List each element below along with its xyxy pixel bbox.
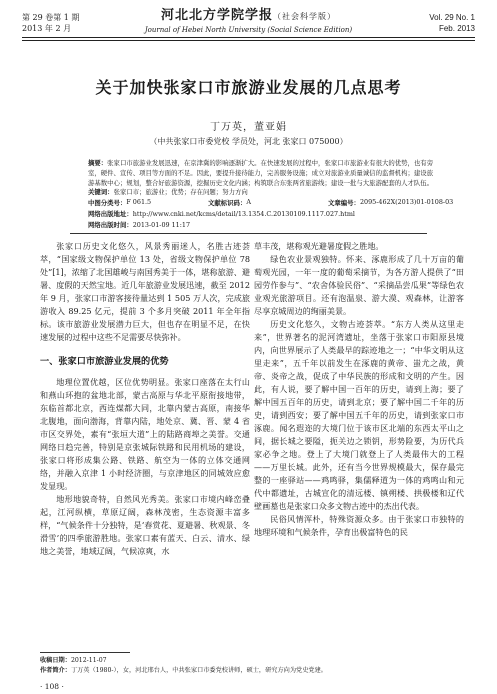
pubtime-label: 网络出版时间： (88, 221, 133, 229)
meta-rule (70, 233, 427, 234)
keywords-label: 关键词： (88, 188, 114, 196)
doc-label: 文献标识码： (208, 199, 247, 207)
online-address (88, 209, 438, 219)
body-paragraph-landscape: 地形地貌奇特，自然风光秀美。张家口市境内峰峦叠起，江河纵横，草原辽阔，森林茂密，生态资源丰富多样，“气候条件十分独特，是‘春赏花、夏避暑、秋观景、冬滑雪’的四季旅游胜地。张家口素有蓝天、白云、清水、绿地之美誉，地域辽阔，气候凉爽，水 (40, 494, 250, 556)
intro-paragraph: 张家口历史文化悠久，风景秀丽迷人，名胜古迹荟萃，“国家级文物保护单位 13 处，省级文物保护单位 78 处”[1]，浓缩了北国雄峻与南国秀美于一体，堪称旅游、避暑、度假的天然宝地。近几年旅游业发展迅速，截至 2012 年 9 月，张家口市游客接待量达到 1 505 万人次，完成旅游收入 89.25 亿元，提前 3 个多月突破 2011 年全年指标。该市旅游业发展潜力巨大，但也存在明显不足，在快速发展的过程中这些不足需要尽快弥补。 (40, 241, 250, 342)
cls-label: 中图分类号： (88, 199, 127, 207)
journal-title (122, 8, 375, 25)
header-left (22, 12, 79, 34)
body-paragraph-continued: 草丰茂，堪称观光避暑度假之胜地。 (254, 241, 384, 251)
abstract (88, 158, 438, 188)
pubaddr-value[interactable]: http://www.cnki.net/kcms/detail/13.1354.C.20130109.1117.027.html (132, 210, 355, 218)
article-affiliation: （中共张家口市委党校 学员处，河北 张家口 075000） (149, 137, 348, 146)
received-value: 2012-11-07 (70, 657, 107, 664)
footnote-received (40, 656, 480, 665)
article-number (328, 198, 454, 207)
date-en: Feb. 2013 (438, 24, 475, 33)
received-label: 收稿日期： (40, 657, 71, 664)
doc-value: A (246, 198, 251, 206)
column-left (40, 240, 250, 558)
footnote-author (40, 666, 480, 675)
body-paragraph-location: 地理位置优越，区位优势明显。张家口座落在太行山和燕山环抱的盆地北部，蒙古高原与华北平原衔接地带，东临首都北京，西连煤都大同，北靠内蒙古高原，南接华北腹地，面向渤海，背靠内陆，地处京、冀、晋、蒙 4 省市区交界处，素有“张垣大道”上的陆路商埠之美誉。交通网络日趋完善，特别是京张城际铁路和民用机场的建设，张家口将形成集公路、铁路、航空为一体的立体交通网络，并融入京津 1 小时经济圈，与京津地区的同城效应愈发显现。 (40, 377, 250, 491)
cls-value: F 061.5 (126, 198, 152, 206)
page-number: · 108 · (40, 682, 64, 691)
date-cn: 2013 年 2 月 (22, 24, 72, 33)
header-rule-thick (22, 37, 475, 38)
author-label: 作者简介： (40, 667, 71, 674)
abstract-label: 摘要： (88, 159, 108, 167)
pubtime-value: 2013-01-09 11:17 (132, 221, 191, 229)
journal-name-cn: 河北北方学院学报 (160, 8, 273, 23)
article-title: 关于加快张家口市旅游业发展的几点思考 (95, 78, 402, 97)
journal-name-en: Journal of Hebei North University (Social Science Edition) (144, 26, 353, 34)
doc-code (208, 198, 251, 207)
keywords (88, 187, 438, 197)
column-right (254, 240, 464, 539)
abstract-text: 张家口市旅游业发展迅速，在京津冀的影响逐渐扩大。在快速发展的过程中，张家口市旅游业有很大的优势，也有旁室，硬件、宣传、项目等方面的不足。因此，要提升接待能力，完善服务设施；成立对旅游业质量诚信的监督机构；建设旅游基数中心；规划，整合好旅游资源，挖掘历史文化内涵；构筑联合东张两省旅游线；建设一批与大旅游配套的人才队伍。 (88, 159, 434, 187)
author-value: 丁万英（1980-），女，河北邢台人，中共张家口市委党校讲师，硕士，研究方向为党史党建。 (70, 667, 327, 674)
article-authors: 丁万英，董亚娟 (210, 122, 287, 133)
cls-number (88, 198, 152, 207)
section-heading-1: 一、张家口市旅游业发展的优势 (40, 356, 169, 367)
volume-en: Vol. 29 No. 1 (429, 13, 475, 22)
body-paragraph-history: 历史文化悠久，文物古迹荟萃。“东方人类从这里走来”，世界著名的泥河湾遗址，坐落于张家口市阳原县境内，向世界展示了人类最早的踪迹地之一；“中华文明从这里走来”，五千年以前发生在涿鹿的黄帝、蚩尤之战，黄帝、炎帝之战，促成了中华民族的形成和文明的产生。因此，有人说，要了解中国一百年的历史，请到上海；要了解中国五百年的历史，请到北京；要了解中国二千年的历史，请到西安；要了解中国五千年的历史，请到张家口市涿鹿。闻名遐迩的大境门位于该市区北端的东西太平山之间，据长城之要隘，扼关边之锁钥，形势险要，为历代兵家必争之地。登上了大境门就登上了人类最伟大的工程——万里长城。此外，还有当今世界规模最大，保存最完整的一座驿站——鸡鸣驿，集儒释道为一体的鸡鸣山和元代中都遗址，古城宣化的清远楼、镇朔楼、拱极楼和辽代壁画墓也是张家口众多文物古迹中的杰出代表。 (254, 319, 464, 511)
journal-edition-cn: （社会科学版） (273, 12, 336, 21)
online-time (88, 220, 438, 230)
header-center (122, 8, 375, 36)
pubaddr-label: 网络出版地址： (88, 210, 133, 218)
volume-cn: 第 29 卷第 1 期 (22, 13, 80, 22)
header-right (429, 12, 475, 34)
footnote-rule (40, 652, 130, 653)
header-rule-thin (22, 40, 475, 41)
keywords-text: 张家口市；旅游业；优势；存在问题；努力方向 (113, 188, 248, 196)
body-paragraph-agriculture: 绿色农业景观独特。怀来、涿鹿形成了几十万亩的葡萄观光园，一年一度的葡萄采摘节，为各方游人提供了“田园劳作参与”、“农舍体验民俗”、“采摘品尝瓜果”等绿色农业观光旅游项目。还有泡温泉、游大漠、观森林，让游客尽享京城周边的绚丽美景。 (254, 254, 464, 316)
body-paragraph-folk: 民俗风情浑朴，特殊资源众多。由于张家口市独特的地理环境和气候条件，孕育出极富特色的民 (254, 514, 464, 537)
artno-label: 文章编号： (328, 199, 360, 207)
artno-value: 2095-462X(2013)01-0108-03 (359, 198, 454, 206)
